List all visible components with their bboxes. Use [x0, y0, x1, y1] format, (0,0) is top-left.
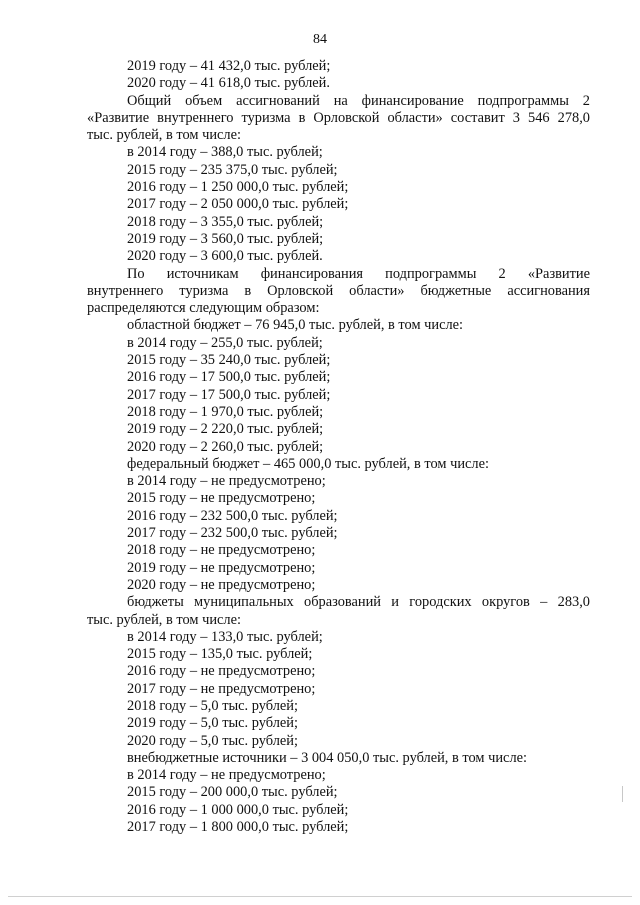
text-line: 2015 году – 235 375,0 тыс. рублей;	[127, 161, 338, 178]
text-line: 2018 году – не предусмотрено;	[127, 542, 316, 559]
text-line: 2019 году – 2 220,0 тыс. рублей;	[127, 421, 324, 438]
margin-mark	[622, 786, 623, 802]
text-line: 2018 году – 3 355,0 тыс. рублей;	[127, 213, 324, 230]
text-line: 2015 году – не предусмотрено;	[127, 490, 316, 507]
text-line: 2016 году – 1 250 000,0 тыс. рублей;	[127, 179, 349, 196]
text-line: 2020 году – 41 618,0 тыс. рублей.	[127, 75, 330, 92]
text-line: 2017 году – не предусмотрено;	[127, 680, 316, 697]
text-line: внутреннего туризма в Орловской области» бюджетные ассигнования	[87, 282, 590, 299]
text-line: Общий объем ассигнований на финансирование подпрограммы 2	[127, 92, 590, 109]
text-line: 2020 году – 3 600,0 тыс. рублей.	[127, 248, 323, 265]
text-line: 2019 году – 5,0 тыс. рублей;	[127, 715, 298, 732]
text-line: 2015 году – 200 000,0 тыс. рублей;	[127, 784, 338, 801]
text-line: в 2014 году – не предусмотрено;	[127, 473, 326, 490]
text-line: 2017 году – 2 050 000,0 тыс. рублей;	[127, 196, 349, 213]
scan-edge-line	[8, 896, 632, 897]
text-line: 2018 году – 1 970,0 тыс. рублей;	[127, 403, 324, 420]
text-line: 2016 году – 1 000 000,0 тыс. рублей;	[127, 801, 349, 818]
text-line: 2019 году – не предусмотрено;	[127, 559, 316, 576]
text-line: 2016 году – не предусмотрено;	[127, 663, 316, 680]
text-line: распределяются следующим образом:	[87, 300, 320, 317]
text-line: тыс. рублей, в том числе:	[87, 127, 241, 144]
text-line: 2019 году – 41 432,0 тыс. рублей;	[127, 58, 331, 74]
text-line: бюджеты муниципальных образований и городских округов – 283,0	[127, 594, 590, 611]
text-line: 2017 году – 232 500,0 тыс. рублей;	[127, 525, 338, 542]
text-line: в 2014 году – 255,0 тыс. рублей;	[127, 334, 323, 351]
text-line: 2017 году – 1 800 000,0 тыс. рублей;	[127, 819, 349, 836]
text-line: 2017 году – 17 500,0 тыс. рублей;	[127, 386, 331, 403]
text-line: «Развитие внутреннего туризма в Орловской области» составит 3 546 278,0	[87, 109, 590, 126]
text-line: внебюджетные источники – 3 004 050,0 тыс. рублей, в том числе:	[127, 749, 528, 766]
text-line: 2020 году – 2 260,0 тыс. рублей;	[127, 438, 324, 455]
text-line: в 2014 году – 388,0 тыс. рублей;	[127, 144, 323, 161]
text-line: 2016 году – 232 500,0 тыс. рублей;	[127, 507, 338, 524]
text-line: в 2014 году – не предусмотрено;	[127, 767, 326, 784]
text-line: 2016 году – 17 500,0 тыс. рублей;	[127, 369, 331, 386]
text-line: 2019 году – 3 560,0 тыс. рублей;	[127, 230, 324, 247]
text-line: тыс. рублей, в том числе:	[87, 611, 241, 628]
text-line: областной бюджет – 76 945,0 тыс. рублей, в том числе:	[127, 317, 464, 334]
text-line: 2020 году – не предусмотрено;	[127, 576, 316, 593]
text-line: 2015 году – 135,0 тыс. рублей;	[127, 646, 313, 663]
text-line: 2020 году – 5,0 тыс. рублей;	[127, 732, 298, 749]
text-line: 2015 году – 35 240,0 тыс. рублей;	[127, 352, 331, 369]
text-line: федеральный бюджет – 465 000,0 тыс. рублей, в том числе:	[127, 455, 489, 472]
document-body	[87, 58, 590, 836]
text-line: По источникам финансирования подпрограммы 2 «Развитие	[127, 265, 590, 282]
page-number: 84	[313, 32, 327, 47]
text-line: в 2014 году – 133,0 тыс. рублей;	[127, 628, 323, 645]
text-line: 2018 году – 5,0 тыс. рублей;	[127, 697, 298, 714]
